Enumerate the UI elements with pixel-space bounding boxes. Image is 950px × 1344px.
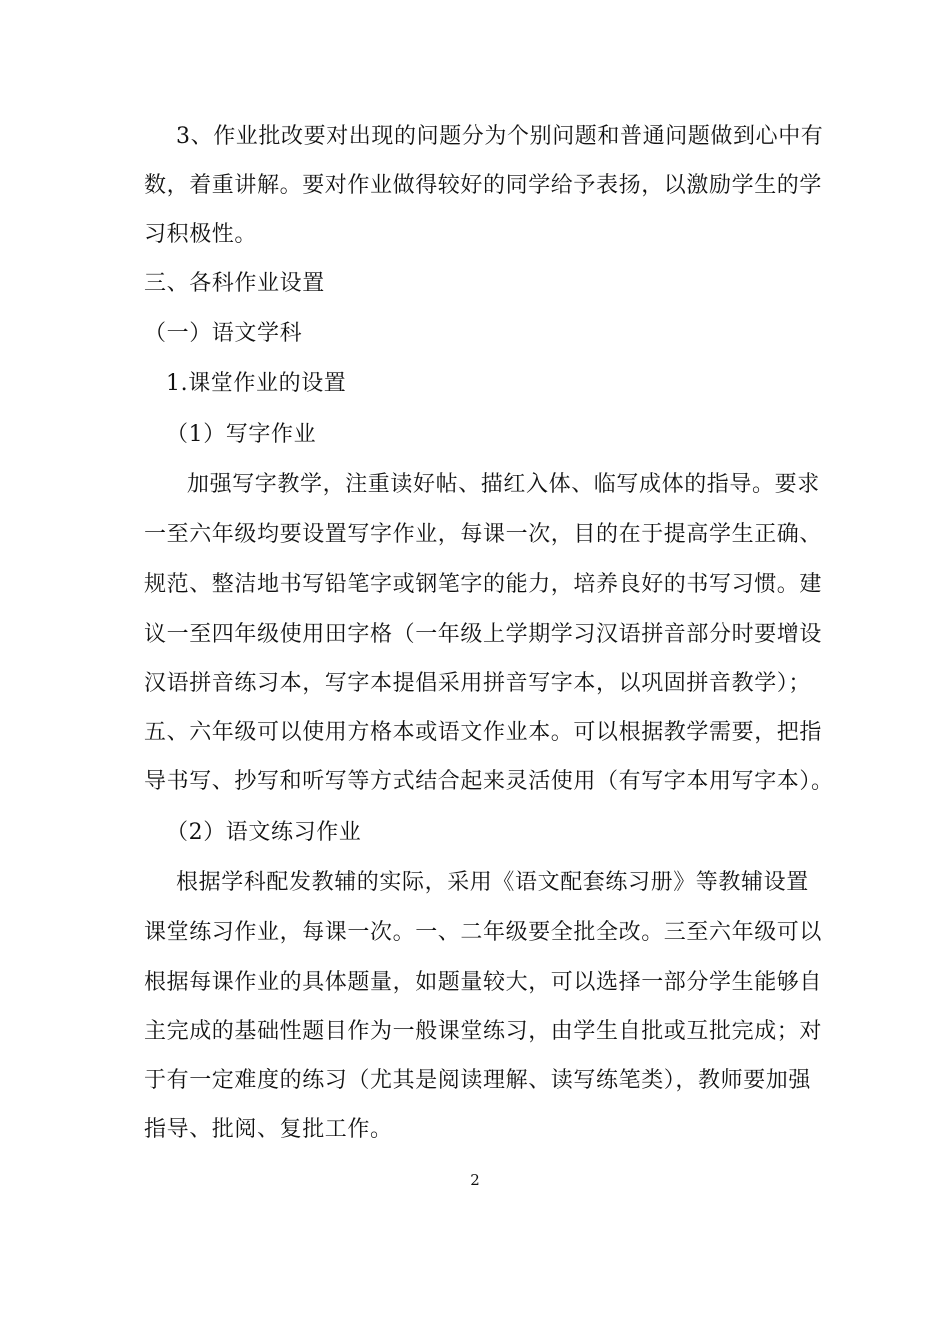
section-heading-subject-homework: 三、各科作业设置: [144, 271, 325, 296]
paragraph-writing-line-3: 规范、整洁地书写铅笔字或钢笔字的能力，培养良好的书写习惯。建: [144, 572, 823, 597]
paragraph-homework-correction-line-3: 习积极性。: [144, 222, 258, 247]
paragraph-practice-line-1: 根据学科配发教辅的实际，采用《语文配套练习册》等教辅设置: [176, 870, 809, 895]
item-heading-chinese-practice: （2）语文练习作业: [166, 820, 362, 845]
paragraph-practice-line-4: 主完成的基础性题目作为一般课堂练习，由学生自批或互批完成；对: [144, 1019, 823, 1044]
paragraph-writing-line-5: 汉语拼音练习本，写字本提倡采用拼音写字本，以巩固拼音教学）；: [144, 671, 812, 696]
item-heading-writing-homework: （1）写字作业: [166, 422, 317, 447]
paragraph-practice-line-2: 课堂练习作业，每课一次。一、二年级要全批全改。三至六年级可以: [144, 920, 823, 945]
paragraph-homework-correction-line-1: 3、作业批改要对出现的问题分为个别问题和普通问题做到心中有: [176, 124, 824, 149]
paragraph-writing-line-7: 导书写、抄写和听写等方式结合起来灵活使用（有写字本用写字本）。: [144, 769, 834, 794]
item-heading-classroom-homework: 1.课堂作业的设置: [166, 371, 347, 396]
paragraph-writing-line-6: 五、六年级可以使用方格本或语文作业本。可以根据教学需要，把指: [144, 720, 823, 745]
paragraph-practice-line-3: 根据每课作业的具体题量，如题量较大，可以选择一部分学生能够自: [144, 970, 823, 995]
paragraph-writing-line-2: 一至六年级均要设置写字作业，每课一次，目的在于提高学生正确、: [144, 522, 823, 547]
page-number: 2: [470, 1171, 480, 1189]
paragraph-writing-line-4: 议一至四年级使用田字格（一年级上学期学习汉语拼音部分时要增设: [144, 622, 823, 647]
paragraph-homework-correction-line-2: 数，着重讲解。要对作业做得较好的同学给予表扬，以激励学生的学: [144, 173, 823, 198]
paragraph-writing-line-1: 加强写字教学，注重读好帖、描红入体、临写成体的指导。要求: [187, 472, 820, 497]
paragraph-practice-line-5: 于有一定难度的练习（尤其是阅读理解、读写练笔类），教师要加强: [144, 1068, 812, 1093]
subsection-heading-chinese: （一）语文学科: [144, 321, 303, 346]
paragraph-practice-line-6: 指导、批阅、复批工作。: [144, 1117, 393, 1142]
